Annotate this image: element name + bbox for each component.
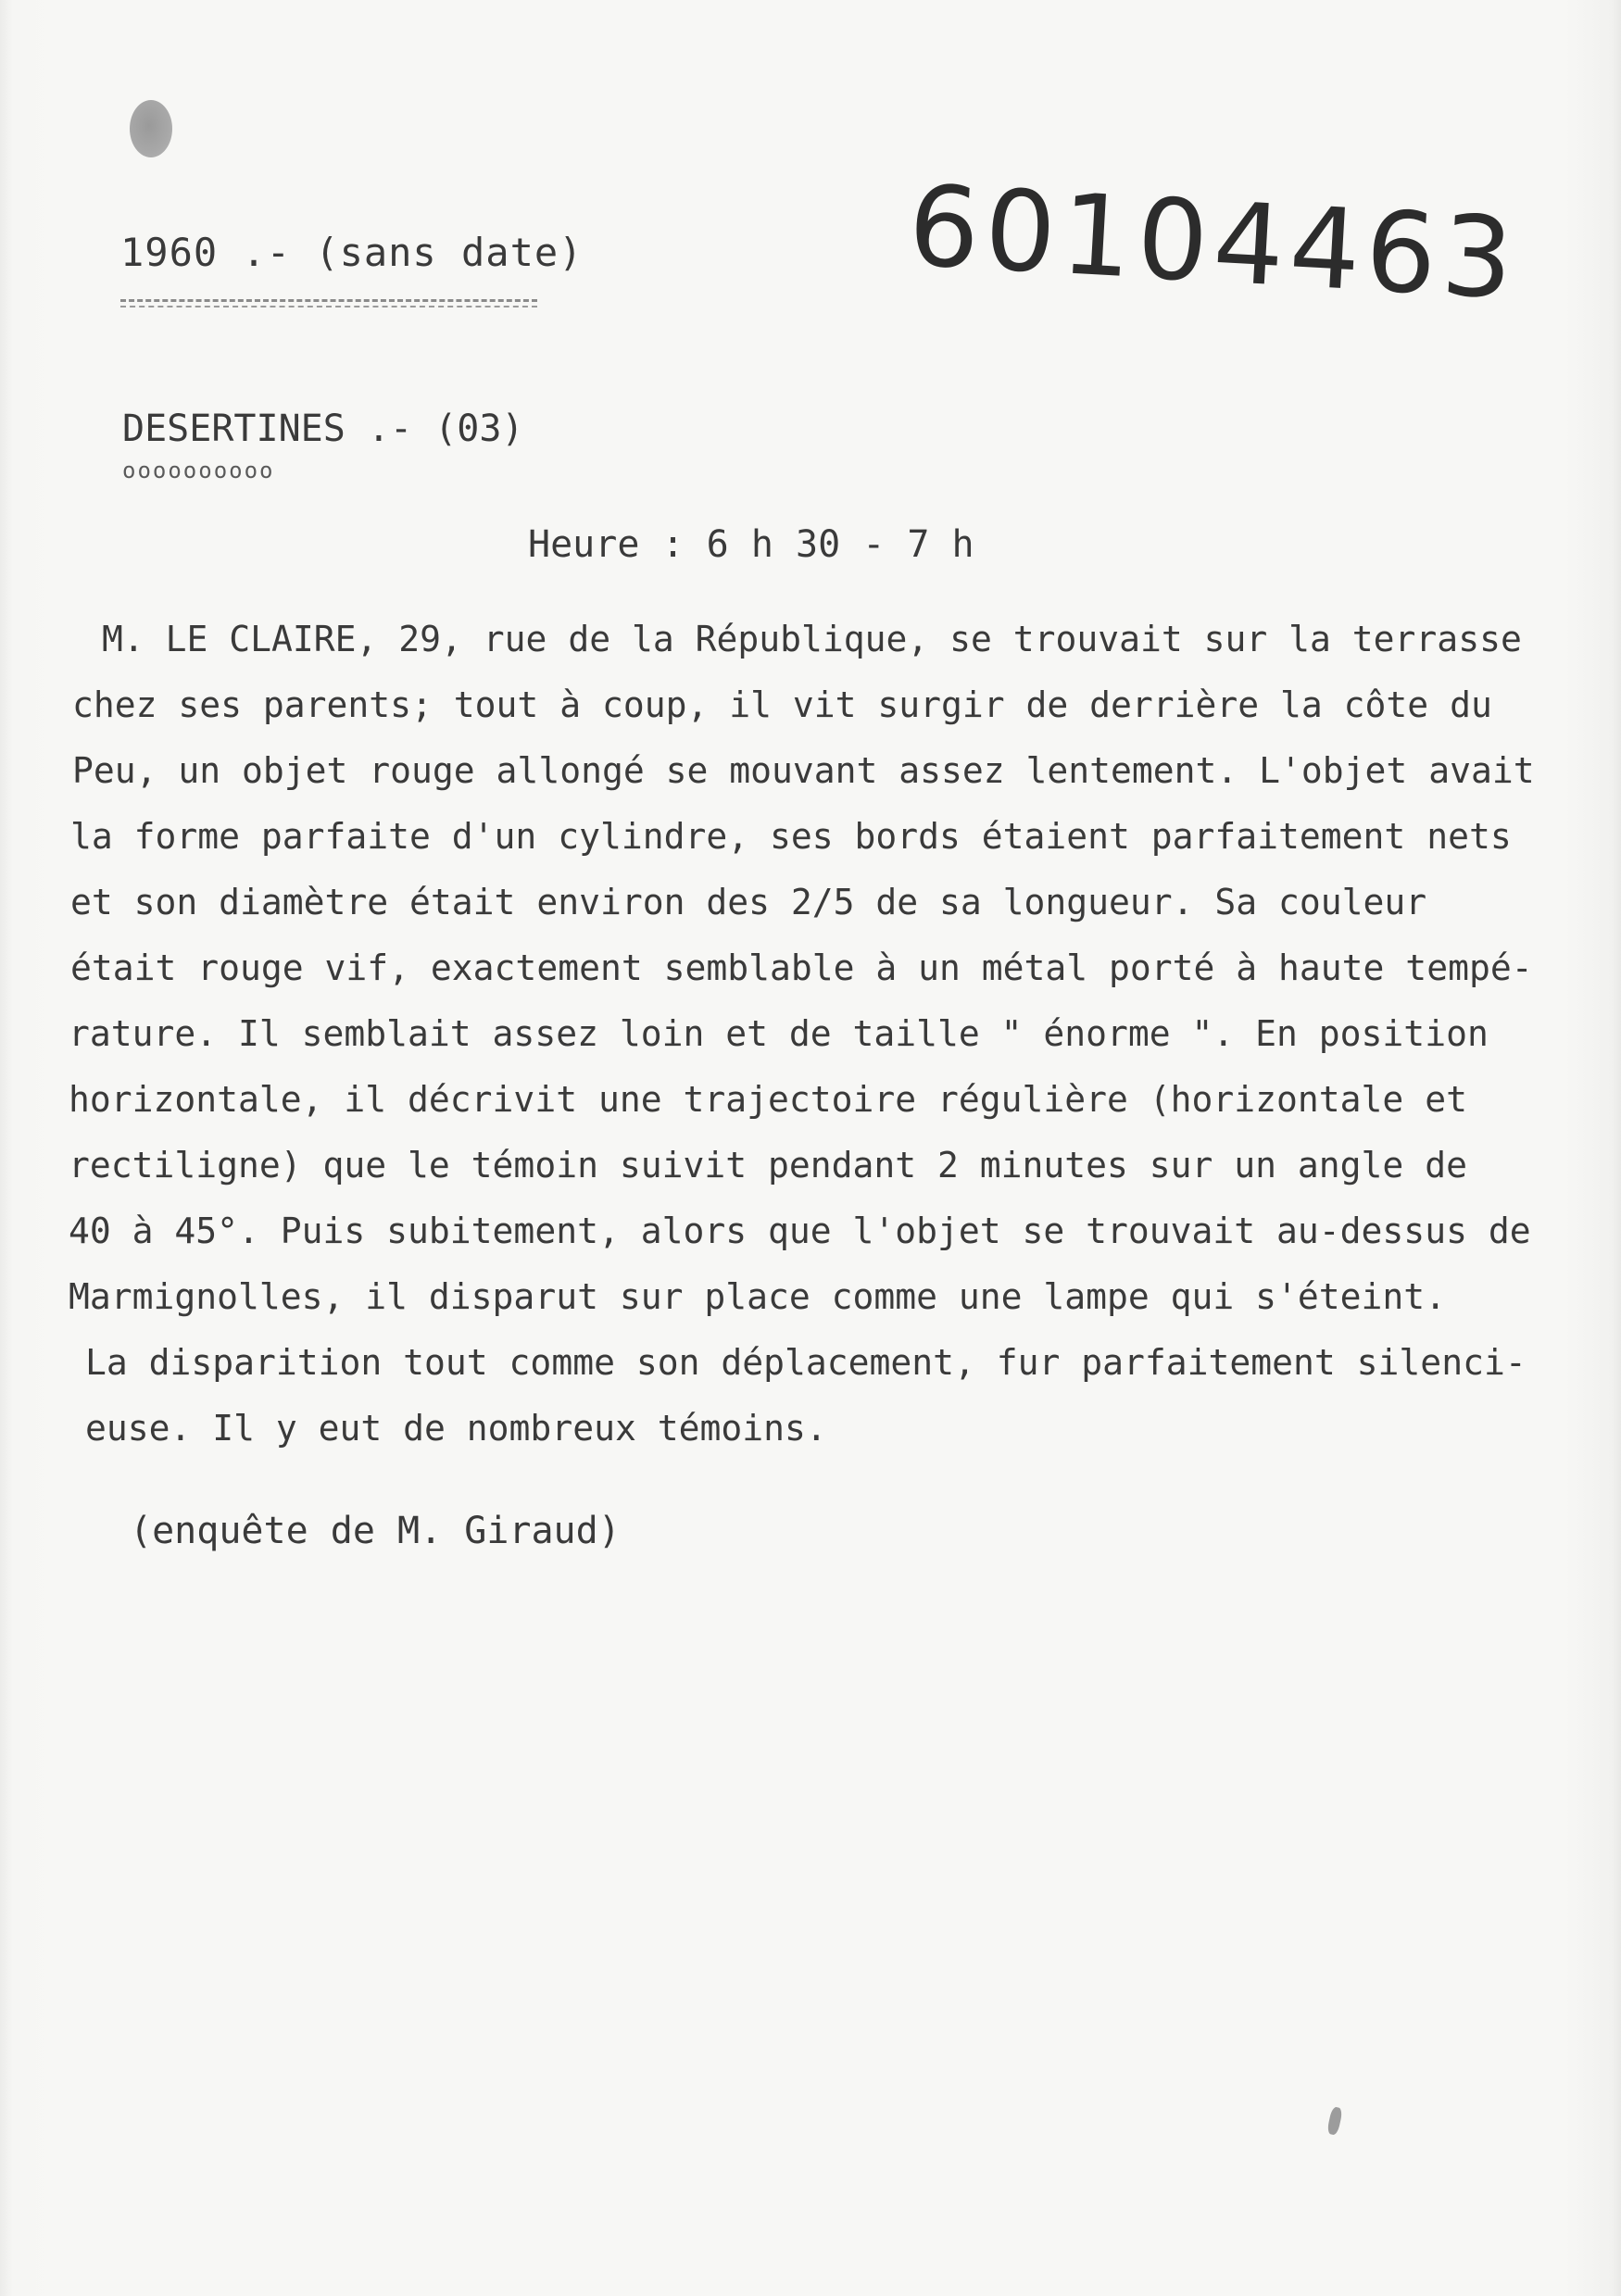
body-line: chez ses parents; tout à coup, il vit surgir de derrière la côte du <box>72 684 1492 725</box>
body-line: horizontale, il décrivit une trajectoire régulière (horizontale et <box>69 1079 1467 1120</box>
time-of-sighting: Heure : 6 h 30 - 7 h <box>528 523 974 566</box>
location-heading: DESERTINES .- (03) <box>122 408 524 450</box>
body-line: rature. Il semblait assez loin et de taille " énorme ". En position <box>69 1013 1489 1054</box>
date-underline <box>120 299 537 302</box>
body-line: la forme parfaite d'un cylindre, ses bords étaient parfaitement nets <box>70 816 1512 857</box>
body-line: 40 à 45°. Puis subitement, alors que l'objet se trouvait au-dessus de <box>69 1211 1531 1251</box>
body-line: et son diamètre était environ des 2/5 de sa longueur. Sa couleur <box>70 882 1427 922</box>
date-underline-second <box>120 306 537 307</box>
investigator-note: (enquête de M. Giraud) <box>130 1510 621 1552</box>
archive-stamp-number: 60104463 <box>905 162 1522 325</box>
document-date: 1960 .- (sans date) <box>120 230 584 275</box>
location-underline: oooooooooo <box>122 458 275 483</box>
body-line: Peu, un objet rouge allongé se mouvant assez lentement. L'objet avait <box>72 750 1535 791</box>
body-line: rectiligne) que le témoin suivit pendant 2 minutes sur un angle de <box>69 1145 1467 1186</box>
body-line: Marmignolles, il disparut sur place comme une lampe qui s'éteint. <box>69 1276 1447 1317</box>
ink-smudge <box>1326 2106 1343 2136</box>
body-line: était rouge vif, exactement semblable à un métal porté à haute tempé- <box>70 947 1533 988</box>
report-body <box>65 607 1584 1462</box>
body-line: La disparition tout comme son déplacement, fur parfaitement silenci- <box>85 1342 1527 1383</box>
body-line: euse. Il y eut de nombreux témoins. <box>85 1408 827 1449</box>
punch-hole <box>130 100 172 157</box>
body-line: M. LE CLAIRE, 29, rue de la République, se trouvait sur la terrasse <box>102 619 1522 659</box>
